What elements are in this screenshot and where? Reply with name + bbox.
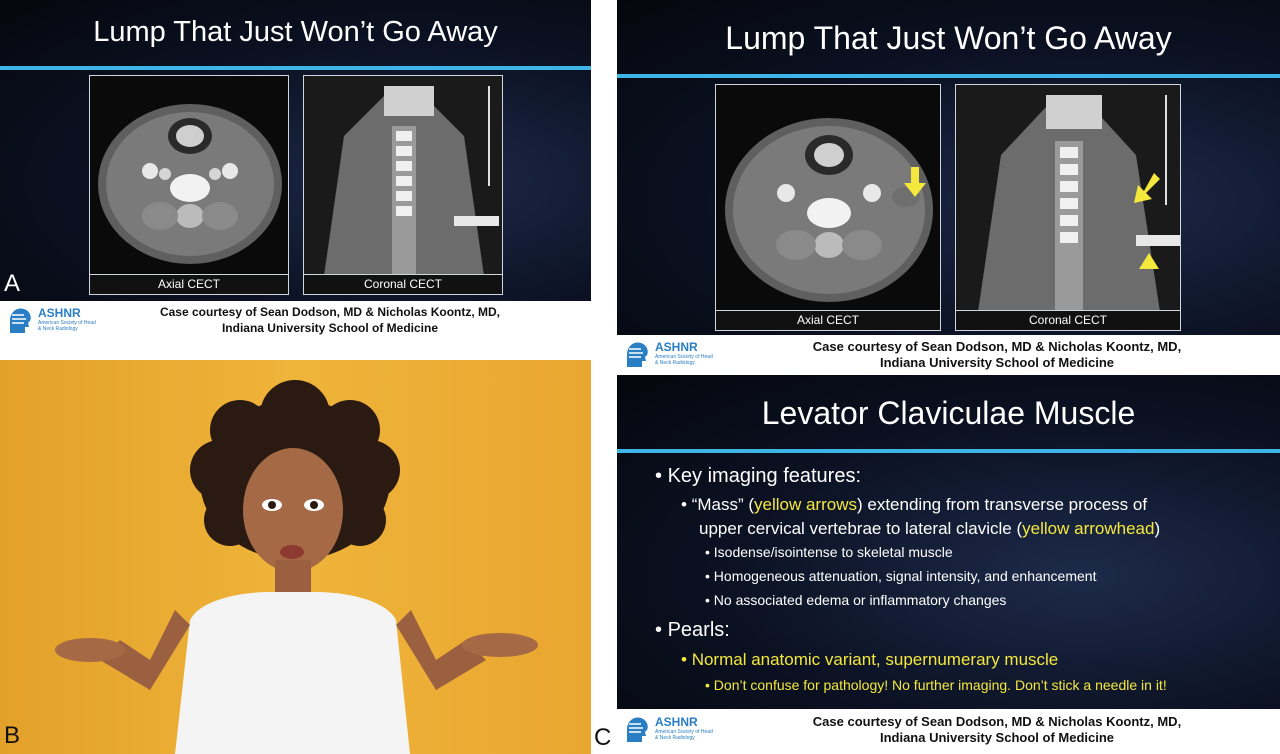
yellow-arrowhead-highlight: yellow arrowhead — [1022, 519, 1155, 538]
bullet-no-edema-text: No associated edema or inflammatory changes — [713, 592, 1007, 608]
logo-name: ASHNR — [655, 715, 698, 729]
case-credit-a2 — [787, 339, 1207, 371]
slide-a2-title: Lump That Just Won’t Go Away — [725, 20, 1172, 56]
bullet-dot: • — [655, 619, 663, 641]
slide-c-bullets — [617, 375, 1280, 709]
bullet-dont-confuse — [705, 677, 1167, 693]
logo-name: ASHNR — [38, 306, 81, 320]
coronal-caption-a2: Coronal CECT — [956, 310, 1180, 330]
coronal-caption-a: Coronal CECT — [304, 274, 502, 294]
bullet-pearls-text: Pearls: — [667, 619, 730, 641]
bullet-dot: • — [681, 650, 687, 669]
slide-a2-footer — [617, 335, 1280, 375]
logo-subtitle: American Society of Head & Neck Radiology — [38, 320, 96, 332]
bullet-pearls — [655, 619, 730, 642]
photo-shrugging-woman — [0, 360, 591, 754]
slide-a2 — [617, 0, 1280, 335]
ct-coronal-image-a2 — [955, 84, 1181, 331]
slide-a — [0, 0, 591, 301]
slide-c-footer — [617, 709, 1280, 754]
bullet-mass — [681, 493, 1271, 541]
bullet-normal-variant — [681, 648, 1058, 672]
bullet-dot: • — [705, 677, 710, 693]
case-credit-a — [150, 304, 510, 336]
mass-text-mid: ) extending from transverse process of — [857, 495, 1148, 514]
panel-label-a: A — [4, 270, 21, 297]
panel-label-c: C — [594, 724, 612, 751]
slide-a-footer — [0, 301, 591, 341]
ashnr-head-icon — [4, 305, 34, 335]
bullet-isodense — [705, 544, 953, 560]
slide-c — [617, 375, 1280, 709]
ashnr-logo — [4, 305, 104, 337]
bullet-no-edema — [705, 592, 1006, 608]
mass-text-line2: upper cervical vertebrae to lateral clavicle ( — [699, 519, 1023, 538]
ashnr-logo — [621, 714, 721, 746]
bullet-homogeneous — [705, 568, 1096, 584]
bullet-key-imaging-text: Key imaging features: — [667, 465, 862, 487]
panel-label-b: B — [4, 722, 21, 749]
bullet-key-imaging — [655, 465, 861, 488]
case-credit-c — [787, 714, 1207, 746]
credit-line-2: Indiana University School of Medicine — [879, 355, 1115, 370]
yellow-arrows-highlight: yellow arrows — [754, 495, 857, 514]
slide-a2-title-rule — [617, 74, 1280, 78]
axial-caption-a2: Axial CECT — [716, 310, 940, 330]
credit-line-2: Indiana University School of Medicine — [879, 730, 1115, 745]
credit-line-1: Case courtesy of Sean Dodson, MD & Nicholas Koontz, MD, — [812, 714, 1182, 729]
bullet-isodense-text: Isodense/isointense to skeletal muscle — [713, 544, 953, 560]
mass-text-end: ) — [1154, 519, 1161, 538]
bullet-dot: • — [655, 465, 663, 487]
slide-a-title-rule — [0, 66, 591, 70]
ashnr-head-icon — [621, 339, 651, 369]
ashnr-head-icon — [621, 714, 651, 744]
logo-subtitle: American Society of Head & Neck Radiology — [655, 354, 713, 366]
bullet-dot: • — [705, 544, 710, 560]
mass-text-pre: “Mass” ( — [691, 495, 755, 514]
bullet-dont-confuse-text: Don’t confuse for pathology! No further imaging. Don’t stick a needle in it! — [713, 677, 1167, 693]
credit-line-2: Indiana University School of Medicine — [221, 321, 439, 335]
logo-subtitle: American Society of Head & Neck Radiology — [655, 729, 713, 741]
ct-axial-image-a2 — [715, 84, 941, 331]
bullet-homogeneous-text: Homogeneous attenuation, signal intensity, and enhancement — [713, 568, 1097, 584]
credit-line-1: Case courtesy of Sean Dodson, MD & Nicholas Koontz, MD, — [812, 339, 1182, 354]
bullet-dot: • — [681, 495, 687, 514]
credit-line-1: Case courtesy of Sean Dodson, MD & Nicholas Koontz, MD, — [159, 305, 501, 319]
shrugging-woman-illustration — [0, 360, 591, 754]
axial-caption-a: Axial CECT — [90, 274, 288, 294]
bullet-normal-variant-text: Normal anatomic variant, supernumerary muscle — [691, 650, 1059, 669]
ct-axial-image-a — [89, 75, 289, 295]
ashnr-logo — [621, 339, 721, 371]
slide-a-title: Lump That Just Won’t Go Away — [93, 16, 498, 48]
slide-c-title: Levator Claviculae Muscle — [761, 395, 1136, 431]
bullet-dot: • — [705, 568, 710, 584]
ct-coronal-image-a — [303, 75, 503, 295]
logo-name: ASHNR — [655, 340, 698, 354]
bullet-dot: • — [705, 592, 710, 608]
